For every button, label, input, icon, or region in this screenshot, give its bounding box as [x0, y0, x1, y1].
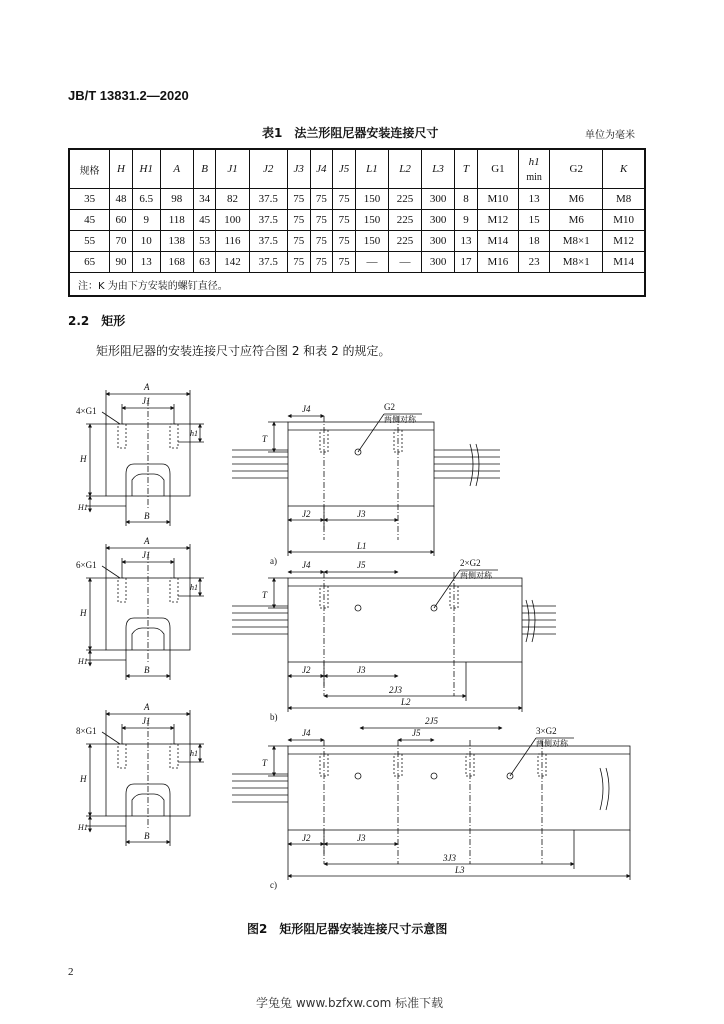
dim-label-holes: 6×G1	[76, 560, 97, 570]
dim-label-B: B	[144, 511, 150, 521]
table-cell: 75	[333, 231, 356, 252]
table-cell: 13	[455, 231, 478, 252]
table-cell: 150	[355, 189, 388, 210]
table-cell: 45	[69, 210, 110, 231]
table-row	[69, 252, 645, 273]
dim-label-B: B	[144, 665, 150, 675]
dim-label-H: H	[80, 608, 87, 618]
col-header: B	[193, 149, 216, 189]
col-header: L1	[355, 149, 388, 189]
col-header: J5	[333, 149, 356, 189]
table-cell: 75	[333, 252, 356, 273]
panel-label: c)	[270, 880, 277, 890]
dim-label-B: B	[144, 831, 150, 841]
table-cell: M16	[477, 252, 518, 273]
section-number: 2.2	[68, 314, 90, 328]
dim-label-J1: J1	[142, 716, 151, 726]
col-header-label: h1	[528, 155, 540, 168]
table-cell: 6.5	[132, 189, 160, 210]
dim-label-L: L3	[455, 865, 465, 875]
mounting-hole	[118, 744, 126, 768]
dim-label-J4: J4	[302, 404, 311, 414]
dim-label-h1: h1	[190, 583, 198, 592]
table-cell: M14	[603, 252, 645, 273]
col-header: J1	[216, 149, 249, 189]
table-cell: 118	[160, 210, 193, 231]
table-cell: 90	[110, 252, 133, 273]
col-header: G1	[477, 149, 518, 189]
dim-label-J3: J3	[357, 665, 366, 675]
table-cell: 17	[455, 252, 478, 273]
dim-label-J4: J4	[302, 560, 311, 570]
dim-label-span: 2J3	[389, 685, 402, 695]
figure-2	[0, 370, 724, 920]
mounting-hole	[118, 424, 126, 448]
side-view-c	[76, 702, 204, 846]
table-cell: 10	[132, 231, 160, 252]
table-cell: 37.5	[249, 252, 287, 273]
col-header: 规格	[69, 149, 110, 189]
col-header: L2	[388, 149, 421, 189]
table-cell: 34	[193, 189, 216, 210]
dim-label-J1: J1	[142, 396, 151, 406]
table-cell: 48	[110, 189, 133, 210]
dim-label-H1: H1	[78, 823, 88, 832]
table-cell: 75	[287, 252, 310, 273]
table-cell: M8×1	[550, 252, 603, 273]
col-header: J4	[310, 149, 333, 189]
table-cell: 15	[519, 210, 550, 231]
section-heading	[68, 312, 137, 329]
table-cell: 75	[287, 231, 310, 252]
dim-label-J5: J5	[357, 560, 366, 570]
side-note: 两侧对称	[460, 571, 492, 580]
table-cell: 75	[333, 189, 356, 210]
table-cell: 75	[333, 210, 356, 231]
table-cell: M12	[603, 231, 645, 252]
dim-label-J5: J5	[412, 728, 421, 738]
mounting-hole	[170, 424, 178, 448]
side-view-a	[76, 382, 204, 526]
mounting-hole	[118, 578, 126, 602]
mounting-hole	[170, 744, 178, 768]
section-paragraph: 矩形阻尼器的安装连接尺寸应符合图 2 和表 2 的规定。	[96, 344, 391, 358]
table-cell: 75	[310, 210, 333, 231]
dim-label-span: 3J3	[443, 853, 456, 863]
table-row	[69, 210, 645, 231]
dim-label-h1: h1	[190, 749, 198, 758]
leader-line	[434, 570, 460, 608]
dim-label-H: H	[80, 454, 87, 464]
table-cell: 116	[216, 231, 249, 252]
col-header: A	[160, 149, 193, 189]
block-top-outline	[288, 746, 630, 830]
table-cell: 23	[519, 252, 550, 273]
leader-line	[510, 738, 536, 776]
dim-label-T: T	[262, 758, 268, 768]
dim-label-H: H	[80, 774, 87, 784]
table-cell: 65	[69, 252, 110, 273]
dim-label-J3: J3	[357, 509, 366, 519]
table-cell: 37.5	[249, 231, 287, 252]
dim-label-A: A	[144, 382, 150, 392]
table-cell: M14	[477, 231, 518, 252]
table-row	[69, 231, 645, 252]
table-cell: 18	[519, 231, 550, 252]
g2-hole	[355, 773, 361, 779]
table-cell: 82	[216, 189, 249, 210]
col-header: L3	[422, 149, 455, 189]
panel-label: b)	[270, 712, 278, 722]
table-header-row	[69, 149, 645, 189]
table-cell: M12	[477, 210, 518, 231]
side-note: 两侧对称	[536, 739, 568, 748]
table-cell: 100	[216, 210, 249, 231]
table-note-row	[69, 273, 645, 297]
unit-note: 单位为毫米	[585, 130, 635, 141]
mounting-hole	[170, 578, 178, 602]
dim-label-L: L1	[357, 541, 367, 551]
table-cell: 75	[310, 231, 333, 252]
break-mark	[600, 768, 603, 810]
table-cell: 75	[287, 189, 310, 210]
top-view-c	[232, 716, 630, 890]
table-cell: 37.5	[249, 210, 287, 231]
table-cell: 60	[110, 210, 133, 231]
col-header: H1	[132, 149, 160, 189]
g2-hole	[431, 773, 437, 779]
table-cell: M10	[477, 189, 518, 210]
table-cell: M6	[550, 189, 603, 210]
table-cell: 168	[160, 252, 193, 273]
side-note: 两侧对称	[384, 415, 416, 424]
table-cell: M10	[603, 210, 645, 231]
table-cell: 225	[388, 231, 421, 252]
leader-line	[102, 732, 120, 744]
table-cell: 70	[110, 231, 133, 252]
side-view-b	[76, 536, 204, 680]
dim-label-H1: H1	[78, 503, 88, 512]
table-cell: 300	[422, 189, 455, 210]
table-cell: 300	[422, 210, 455, 231]
table-cell: 53	[193, 231, 216, 252]
leader-line	[358, 414, 384, 452]
leader-line	[102, 566, 120, 578]
dim-label-J3: J3	[357, 833, 366, 843]
break-mark	[606, 768, 609, 810]
dim-label-h1: h1	[190, 429, 198, 438]
table-cell: 75	[287, 210, 310, 231]
col-header: K	[603, 149, 645, 189]
watermark: 学兔兔 www.bzfxw.com 标准下载	[256, 996, 444, 1010]
table-cell: 55	[69, 231, 110, 252]
table-cell: 35	[69, 189, 110, 210]
table-cell: 45	[193, 210, 216, 231]
table-cell: 138	[160, 231, 193, 252]
table-cell: 8	[455, 189, 478, 210]
dim-label-J2: J2	[302, 509, 311, 519]
dim-label-2J5: 2J5	[425, 716, 438, 726]
table-cell: 150	[355, 231, 388, 252]
table-row	[69, 189, 645, 210]
table-cell: 75	[310, 252, 333, 273]
dim-label-L: L2	[401, 697, 411, 707]
leader-line	[102, 412, 120, 424]
table-cell: —	[355, 252, 388, 273]
dim-label-G2: 3×G2	[536, 726, 557, 736]
spec-table	[68, 148, 646, 297]
table-note: 注：K 为由下方安装的螺钉直径。	[69, 273, 645, 297]
dim-label-J2: J2	[302, 833, 311, 843]
dim-label-T: T	[262, 434, 268, 444]
table-cell: M8	[603, 189, 645, 210]
g2-hole	[355, 605, 361, 611]
table-cell: 300	[422, 252, 455, 273]
panel-label: a)	[270, 556, 277, 566]
table-cell: 98	[160, 189, 193, 210]
dim-label-A: A	[144, 702, 150, 712]
table-cell: 75	[310, 189, 333, 210]
dim-label-G2: G2	[384, 402, 395, 412]
col-header-sub: min	[526, 171, 542, 183]
section-title: 矩形	[101, 314, 126, 328]
table-cell: 13	[519, 189, 550, 210]
dim-label-holes: 4×G1	[76, 406, 97, 416]
table-caption: 表1 法兰形阻尼器安装连接尺寸	[262, 126, 439, 140]
top-view-b	[232, 558, 556, 722]
dim-label-H1: H1	[78, 657, 88, 666]
col-header: T	[455, 149, 478, 189]
table-cell: M6	[550, 210, 603, 231]
figure-caption: 图2 矩形阻尼器安装连接尺寸示意图	[247, 922, 448, 936]
block-top-outline	[288, 422, 434, 506]
table-cell: 225	[388, 189, 421, 210]
table-cell: —	[388, 252, 421, 273]
table-cell: 9	[132, 210, 160, 231]
dim-label-holes: 8×G1	[76, 726, 97, 736]
dim-label-A: A	[144, 536, 150, 546]
dim-label-J1: J1	[142, 550, 151, 560]
col-header: H	[110, 149, 133, 189]
col-header: G2	[550, 149, 603, 189]
top-view-a	[232, 402, 500, 566]
table-cell: 9	[455, 210, 478, 231]
table-cell: 13	[132, 252, 160, 273]
table-cell: 150	[355, 210, 388, 231]
table-cell: 63	[193, 252, 216, 273]
table-cell: 225	[388, 210, 421, 231]
table-cell: 142	[216, 252, 249, 273]
dim-label-J2: J2	[302, 665, 311, 675]
table-cell: 37.5	[249, 189, 287, 210]
document-id: JB/T 13831.2—2020	[68, 88, 189, 103]
col-header: J2	[249, 149, 287, 189]
col-header: J3	[287, 149, 310, 189]
dim-label-G2: 2×G2	[460, 558, 481, 568]
page-number: 2	[68, 966, 74, 978]
dim-label-T: T	[262, 590, 268, 600]
table-cell: M8×1	[550, 231, 603, 252]
col-header-h1	[519, 149, 550, 189]
dim-label-J4: J4	[302, 728, 311, 738]
block-top-outline	[288, 578, 522, 662]
table-cell: 300	[422, 231, 455, 252]
